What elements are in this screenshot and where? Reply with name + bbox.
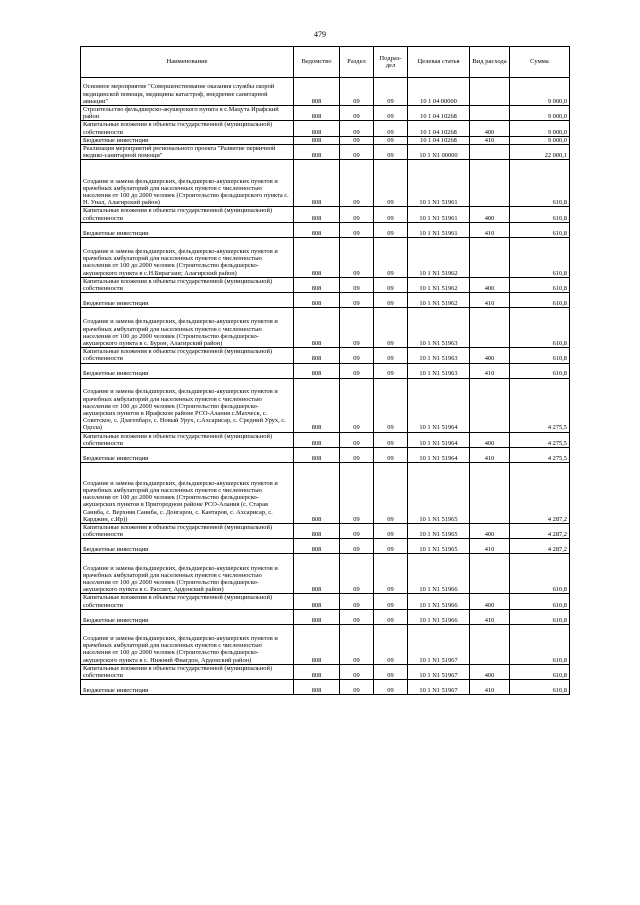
cell-name: Бюджетные инвестиции <box>81 539 294 554</box>
table-row <box>81 106 570 121</box>
cell-target: 10 1 N1 51962 <box>408 277 470 292</box>
cell-target: 10 1 N1 51961 <box>408 207 470 222</box>
cell-expense-type <box>470 145 510 160</box>
cell-expense-type <box>470 554 510 594</box>
cell-dept: 808 <box>294 121 340 136</box>
cell-dept: 808 <box>294 378 340 432</box>
cell-amount: 4 287,2 <box>510 524 570 539</box>
cell-expense-type <box>470 106 510 121</box>
cell-dept: 808 <box>294 207 340 222</box>
cell-section: 09 <box>340 624 374 664</box>
cell-target: 10 1 N1 51961 <box>408 222 470 237</box>
cell-dept: 808 <box>294 237 340 277</box>
cell-amount: 610,8 <box>510 609 570 624</box>
cell-amount: 610,8 <box>510 237 570 277</box>
cell-amount: 610,8 <box>510 277 570 292</box>
cell-dept: 808 <box>294 136 340 144</box>
budget-table <box>80 46 570 695</box>
cell-target: 10 1 N1 51965 <box>408 463 470 524</box>
cell-name: Капитальные вложения в объекты государственной (муниципальной) собственности <box>81 277 294 292</box>
cell-dept: 808 <box>294 539 340 554</box>
cell-subsection: 09 <box>374 363 408 378</box>
cell-dept: 808 <box>294 664 340 679</box>
cell-name: Бюджетные инвестиции <box>81 136 294 144</box>
cell-subsection: 09 <box>374 145 408 160</box>
cell-target: 10 1 N1 51964 <box>408 448 470 463</box>
cell-expense-type: 400 <box>470 207 510 222</box>
cell-subsection: 09 <box>374 348 408 363</box>
cell-target: 10 1 04 10268 <box>408 121 470 136</box>
cell-amount: 610,8 <box>510 308 570 348</box>
header-target: Целевая статья <box>408 47 470 78</box>
cell-section: 09 <box>340 277 374 292</box>
cell-amount: 22 000,1 <box>510 145 570 160</box>
cell-dept: 808 <box>294 293 340 308</box>
cell-dept: 808 <box>294 463 340 524</box>
cell-dept: 808 <box>294 348 340 363</box>
cell-subsection: 09 <box>374 378 408 432</box>
cell-section: 09 <box>340 524 374 539</box>
cell-subsection: 09 <box>374 624 408 664</box>
cell-name: Создание и замена фельдшерских, фельдшерско-акушерских пунктов и врачебных амбулаторий для населенных пунктов с численностью населения от 100 до 2000 человек (Строительство фельдшерско-акушерских пунктов в Ирафском районе РСО-Алания с.Махческ, с. Советское, с. Дзагепбарз, с. Новый Урух, с.Ахсарисар, с. Средний Урух, с. Одола) <box>81 378 294 432</box>
cell-amount: 4 275,5 <box>510 432 570 447</box>
cell-target: 10 1 N1 51961 <box>408 160 470 207</box>
cell-expense-type: 400 <box>470 121 510 136</box>
table-row <box>81 160 570 207</box>
cell-name: Создание и замена фельдшерских, фельдшерско-акушерских пунктов и врачебных амбулаторий для населенных пунктов с численностью населения от 100 до 2000 человек (Строительство фельдшерско-акушерского пункта в с. Рассвет, Ардонский район) <box>81 554 294 594</box>
cell-subsection: 09 <box>374 308 408 348</box>
cell-dept: 808 <box>294 624 340 664</box>
cell-expense-type <box>470 160 510 207</box>
cell-section: 09 <box>340 594 374 609</box>
cell-target: 10 1 N1 51964 <box>408 378 470 432</box>
cell-section: 09 <box>340 554 374 594</box>
cell-dept: 808 <box>294 222 340 237</box>
cell-section: 09 <box>340 145 374 160</box>
cell-expense-type <box>470 378 510 432</box>
cell-subsection: 09 <box>374 237 408 277</box>
cell-name: Основное мероприятие "Совершенствование оказания службы скорой медицинской помощи, медицины катастроф, внедрение санитарной авиации" <box>81 78 294 106</box>
cell-target: 10 1 N1 51967 <box>408 664 470 679</box>
table-row <box>81 277 570 292</box>
table-row <box>81 680 570 695</box>
cell-expense-type: 410 <box>470 680 510 695</box>
cell-target: 10 1 N1 51967 <box>408 680 470 695</box>
cell-target: 10 1 N1 51967 <box>408 624 470 664</box>
cell-subsection: 09 <box>374 664 408 679</box>
header-section: Раздел <box>340 47 374 78</box>
cell-target: 10 1 04 10268 <box>408 106 470 121</box>
cell-subsection: 09 <box>374 277 408 292</box>
cell-subsection: 09 <box>374 160 408 207</box>
cell-section: 09 <box>340 293 374 308</box>
cell-name: Капитальные вложения в объекты государственной (муниципальной) собственности <box>81 121 294 136</box>
cell-amount: 610,8 <box>510 680 570 695</box>
cell-dept: 808 <box>294 160 340 207</box>
header-dept: Ведомство <box>294 47 340 78</box>
cell-subsection: 09 <box>374 554 408 594</box>
cell-name: Создание и замена фельдшерских, фельдшерско-акушерских пунктов и врачебных амбулаторий для населенных пунктов с численностью населения от 100 до 2000 человек (Строительство фельдшерско-акушерского пункта в с.Н.Бирагзанг, Алагирский район) <box>81 237 294 277</box>
cell-dept: 808 <box>294 78 340 106</box>
cell-expense-type <box>470 463 510 524</box>
cell-section: 09 <box>340 539 374 554</box>
cell-expense-type <box>470 78 510 106</box>
table-row <box>81 136 570 144</box>
table-row <box>81 609 570 624</box>
cell-section: 09 <box>340 448 374 463</box>
cell-subsection: 09 <box>374 78 408 106</box>
cell-expense-type: 410 <box>470 609 510 624</box>
cell-dept: 808 <box>294 554 340 594</box>
cell-expense-type: 410 <box>470 293 510 308</box>
cell-section: 09 <box>340 664 374 679</box>
cell-amount: 9 000,0 <box>510 78 570 106</box>
cell-section: 09 <box>340 121 374 136</box>
cell-dept: 808 <box>294 609 340 624</box>
cell-target: 10 1 N1 51964 <box>408 432 470 447</box>
cell-amount: 610,8 <box>510 664 570 679</box>
cell-section: 09 <box>340 348 374 363</box>
cell-expense-type: 400 <box>470 524 510 539</box>
table-row <box>81 539 570 554</box>
cell-expense-type: 400 <box>470 432 510 447</box>
header-expense-type: Вид расхода <box>470 47 510 78</box>
cell-subsection: 09 <box>374 207 408 222</box>
table-row <box>81 207 570 222</box>
cell-amount: 610,8 <box>510 363 570 378</box>
cell-section: 09 <box>340 308 374 348</box>
cell-amount: 4 287,2 <box>510 539 570 554</box>
cell-dept: 808 <box>294 594 340 609</box>
table-row <box>81 664 570 679</box>
cell-name: Бюджетные инвестиции <box>81 448 294 463</box>
cell-dept: 808 <box>294 106 340 121</box>
cell-expense-type: 400 <box>470 594 510 609</box>
table-row <box>81 293 570 308</box>
cell-dept: 808 <box>294 448 340 463</box>
cell-name: Строительство фельдшерско-акушерского пункта в с.Мацута Ирафский район <box>81 106 294 121</box>
cell-amount: 610,8 <box>510 293 570 308</box>
table-row <box>81 78 570 106</box>
cell-target: 10 1 N1 51966 <box>408 609 470 624</box>
table-header-row <box>81 47 570 78</box>
cell-amount: 9 000,0 <box>510 121 570 136</box>
cell-subsection: 09 <box>374 432 408 447</box>
cell-section: 09 <box>340 136 374 144</box>
header-name: Наименование <box>81 47 294 78</box>
cell-amount: 610,8 <box>510 222 570 237</box>
cell-dept: 808 <box>294 680 340 695</box>
cell-dept: 808 <box>294 308 340 348</box>
table-row <box>81 463 570 524</box>
cell-dept: 808 <box>294 277 340 292</box>
cell-name: Капитальные вложения в объекты государственной (муниципальной) собственности <box>81 348 294 363</box>
cell-target: 10 1 04 10268 <box>408 136 470 144</box>
cell-section: 09 <box>340 378 374 432</box>
cell-subsection: 09 <box>374 106 408 121</box>
cell-expense-type: 410 <box>470 222 510 237</box>
cell-section: 09 <box>340 609 374 624</box>
cell-dept: 808 <box>294 432 340 447</box>
cell-target: 10 1 N1 51966 <box>408 554 470 594</box>
cell-expense-type <box>470 237 510 277</box>
cell-target: 10 1 N1 00000 <box>408 145 470 160</box>
cell-section: 09 <box>340 363 374 378</box>
table-row <box>81 145 570 160</box>
table-row <box>81 432 570 447</box>
cell-amount: 610,8 <box>510 160 570 207</box>
cell-expense-type <box>470 624 510 664</box>
cell-expense-type <box>470 308 510 348</box>
cell-name: Создание и замена фельдшерских, фельдшерско-акушерских пунктов и врачебных амбулаторий для населенных пунктов с численностью населения от 100 до 2000 человек (Строительство фельдшерско-акушерского пункта в с. Бурон, Алагирский район) <box>81 308 294 348</box>
cell-amount: 610,8 <box>510 624 570 664</box>
cell-expense-type: 410 <box>470 136 510 144</box>
cell-name: Бюджетные инвестиции <box>81 609 294 624</box>
cell-subsection: 09 <box>374 136 408 144</box>
table-row <box>81 378 570 432</box>
cell-section: 09 <box>340 160 374 207</box>
cell-amount: 4 275,5 <box>510 448 570 463</box>
cell-amount: 9 000,0 <box>510 106 570 121</box>
cell-name: Бюджетные инвестиции <box>81 293 294 308</box>
cell-amount: 610,8 <box>510 594 570 609</box>
cell-target: 10 1 04 00000 <box>408 78 470 106</box>
cell-amount: 610,8 <box>510 554 570 594</box>
cell-expense-type: 410 <box>470 448 510 463</box>
cell-subsection: 09 <box>374 448 408 463</box>
cell-section: 09 <box>340 463 374 524</box>
cell-amount: 610,8 <box>510 348 570 363</box>
cell-dept: 808 <box>294 363 340 378</box>
cell-name: Капитальные вложения в объекты государственной (муниципальной) собственности <box>81 594 294 609</box>
cell-amount: 610,8 <box>510 207 570 222</box>
table-row <box>81 348 570 363</box>
header-subsection: Подраз-дел <box>374 47 408 78</box>
cell-name: Реализация мероприятий регионального проекта "Развитие первичной медико-санитарной помощи" <box>81 145 294 160</box>
table-row <box>81 524 570 539</box>
cell-expense-type: 400 <box>470 348 510 363</box>
cell-subsection: 09 <box>374 594 408 609</box>
cell-subsection: 09 <box>374 463 408 524</box>
cell-name: Создание и замена фельдшерских, фельдшерско-акушерских пунктов и врачебных амбулаторий для населенных пунктов с численностью населения от 100 до 2000 человек (Строительство фельдшерско-акушерских пунктов в Пригородном районе РСО-Алания (с. Старая Саниба, с. Верхняя Саниба, с. Донгарон, с. Кантаров, с. Ахсарисар, с. Карджин, с.Ир)) <box>81 463 294 524</box>
cell-subsection: 09 <box>374 524 408 539</box>
cell-target: 10 1 N1 51963 <box>408 308 470 348</box>
table-row <box>81 624 570 664</box>
table-row <box>81 237 570 277</box>
cell-name: Капитальные вложения в объекты государственной (муниципальной) собственности <box>81 664 294 679</box>
cell-target: 10 1 N1 51962 <box>408 237 470 277</box>
cell-section: 09 <box>340 237 374 277</box>
table-row <box>81 222 570 237</box>
table-row <box>81 308 570 348</box>
table-row <box>81 554 570 594</box>
table-row <box>81 594 570 609</box>
cell-expense-type: 410 <box>470 363 510 378</box>
cell-dept: 808 <box>294 524 340 539</box>
cell-name: Капитальные вложения в объекты государственной (муниципальной) собственности <box>81 432 294 447</box>
cell-subsection: 09 <box>374 293 408 308</box>
cell-subsection: 09 <box>374 222 408 237</box>
header-amount: Сумма <box>510 47 570 78</box>
cell-section: 09 <box>340 207 374 222</box>
cell-name: Капитальные вложения в объекты государственной (муниципальной) собственности <box>81 524 294 539</box>
cell-target: 10 1 N1 51963 <box>408 348 470 363</box>
cell-target: 10 1 N1 51966 <box>408 594 470 609</box>
cell-target: 10 1 N1 51965 <box>408 539 470 554</box>
cell-name: Создание и замена фельдшерских, фельдшерско-акушерских пунктов и врачебных амбулаторий для населенных пунктов с численностью населения от 100 до 2000 человек (Строительство фельдшерского пункта с. Н. Унал, Алагирский район) <box>81 160 294 207</box>
cell-name: Бюджетные инвестиции <box>81 680 294 695</box>
cell-section: 09 <box>340 78 374 106</box>
cell-section: 09 <box>340 432 374 447</box>
cell-target: 10 1 N1 51963 <box>408 363 470 378</box>
cell-expense-type: 400 <box>470 277 510 292</box>
cell-name: Бюджетные инвестиции <box>81 222 294 237</box>
cell-subsection: 09 <box>374 539 408 554</box>
cell-subsection: 09 <box>374 609 408 624</box>
cell-expense-type: 400 <box>470 664 510 679</box>
cell-section: 09 <box>340 222 374 237</box>
table-row <box>81 448 570 463</box>
cell-target: 10 1 N1 51962 <box>408 293 470 308</box>
cell-subsection: 09 <box>374 121 408 136</box>
page-number: 479 <box>314 30 326 39</box>
cell-subsection: 09 <box>374 680 408 695</box>
table-row <box>81 363 570 378</box>
cell-name: Создание и замена фельдшерских, фельдшерско-акушерских пунктов и врачебных амбулаторий для населенных пунктов с численностью населения от 100 до 2000 человек (Строительство фельдшерско-акушерского пункта в с. Нижний Фиагдон, Ардонский район) <box>81 624 294 664</box>
cell-amount: 9 000,0 <box>510 136 570 144</box>
cell-name: Капитальные вложения в объекты государственной (муниципальной) собственности <box>81 207 294 222</box>
table-row <box>81 121 570 136</box>
cell-expense-type: 410 <box>470 539 510 554</box>
cell-section: 09 <box>340 106 374 121</box>
cell-name: Бюджетные инвестиции <box>81 363 294 378</box>
cell-section: 09 <box>340 680 374 695</box>
cell-target: 10 1 N1 51965 <box>408 524 470 539</box>
cell-dept: 808 <box>294 145 340 160</box>
cell-amount: 4 275,5 <box>510 378 570 432</box>
cell-amount: 4 287,2 <box>510 463 570 524</box>
